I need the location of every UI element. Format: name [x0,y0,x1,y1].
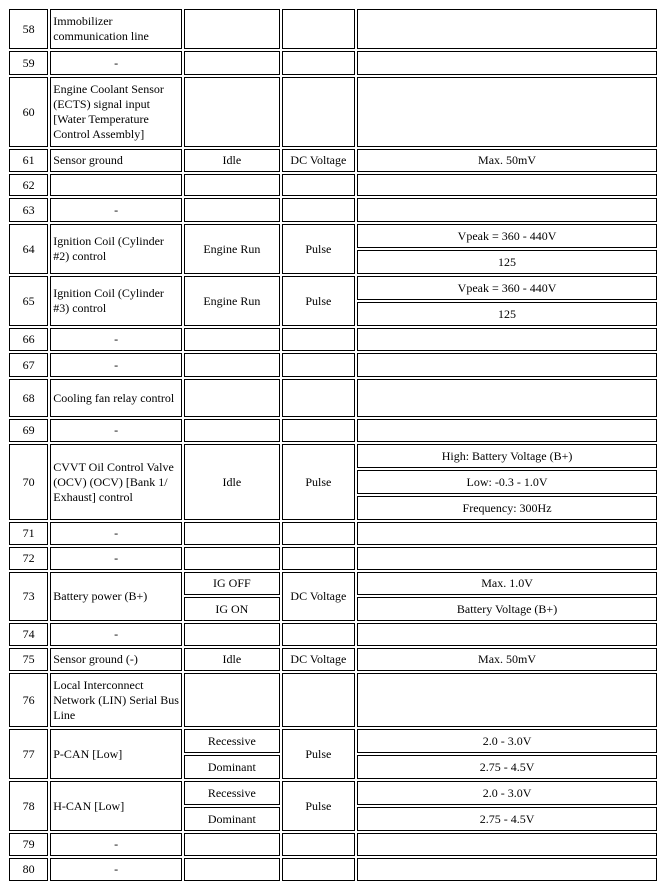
signal-level [357,419,657,442]
signal-level [357,353,657,377]
pin-function: CVVT Oil Control Valve (OCV) (OCV) [Bank 1/ Exhaust] control [50,444,182,520]
table-row [9,729,657,753]
pin-function: Immobilizer communication line [50,9,182,49]
table-row [9,833,657,856]
pin-function [50,174,182,196]
table-row [9,858,657,881]
pin-condition [184,522,280,545]
pin-function: - [50,833,182,856]
signal-level: Max. 50mV [357,149,657,172]
table-row [9,781,657,805]
pin-number: 73 [9,572,48,621]
signal-type [282,77,355,147]
pin-function: - [50,419,182,442]
pin-condition: Recessive [184,729,280,753]
pin-number: 69 [9,419,48,442]
pin-number: 72 [9,547,48,570]
pin-number: 63 [9,198,48,222]
pin-number: 68 [9,379,48,417]
signal-type [282,174,355,196]
signal-level: 2.0 - 3.0V [357,781,657,805]
pin-table [7,7,659,883]
pin-condition [184,547,280,570]
signal-level [357,623,657,646]
pin-number: 77 [9,729,48,779]
signal-type: Pulse [282,781,355,831]
signal-type: DC Voltage [282,648,355,671]
signal-level [357,673,657,727]
signal-type [282,833,355,856]
pin-condition: Engine Run [184,224,280,274]
signal-level [357,858,657,881]
signal-level: Vpeak = 360 - 440V [357,276,657,300]
table-row [9,174,657,196]
signal-type [282,353,355,377]
signal-level [357,547,657,570]
pin-condition [184,9,280,49]
pin-condition [184,328,280,351]
signal-level [357,77,657,147]
pin-number: 64 [9,224,48,274]
signal-level: Low: -0.3 - 1.0V [357,470,657,494]
signal-level: 2.75 - 4.5V [357,755,657,779]
table-row [9,353,657,377]
pin-function: H-CAN [Low] [50,781,182,831]
table-row [9,572,657,595]
signal-type [282,198,355,222]
table-row [9,547,657,570]
pin-number: 76 [9,673,48,727]
pin-condition [184,858,280,881]
signal-type [282,547,355,570]
table-row [9,419,657,442]
pin-number: 74 [9,623,48,646]
table-row [9,276,657,300]
signal-level: Battery Voltage (B+) [357,597,657,621]
table-row [9,648,657,671]
pin-function: Ignition Coil (Cylinder #2) control [50,224,182,274]
pin-condition [184,419,280,442]
signal-level [357,328,657,351]
signal-type [282,419,355,442]
table-row [9,623,657,646]
pin-number: 66 [9,328,48,351]
pin-condition [184,353,280,377]
pin-condition [184,379,280,417]
pin-table-body [9,9,657,881]
pin-condition: Dominant [184,807,280,831]
pin-number: 79 [9,833,48,856]
pin-condition [184,77,280,147]
signal-type [282,522,355,545]
pin-condition [184,174,280,196]
pin-number: 62 [9,174,48,196]
pin-function: Battery power (B+) [50,572,182,621]
signal-level [357,833,657,856]
signal-type: Pulse [282,729,355,779]
pin-function: Sensor ground (-) [50,648,182,671]
pin-condition [184,623,280,646]
table-row [9,328,657,351]
pin-function: Ignition Coil (Cylinder #3) control [50,276,182,326]
pin-function: - [50,328,182,351]
pin-condition: Idle [184,648,280,671]
signal-level: 2.75 - 4.5V [357,807,657,831]
signal-level: Max. 50mV [357,648,657,671]
signal-level [357,198,657,222]
pin-function: - [50,623,182,646]
pin-number: 71 [9,522,48,545]
pin-condition: IG OFF [184,572,280,595]
pin-function: Cooling fan relay control [50,379,182,417]
table-row [9,77,657,147]
pin-function: - [50,858,182,881]
signal-type [282,328,355,351]
signal-level: 125 [357,250,657,274]
signal-level [357,9,657,49]
pin-number: 78 [9,781,48,831]
signal-type [282,9,355,49]
pin-function: - [50,547,182,570]
table-row [9,149,657,172]
signal-level [357,522,657,545]
pin-number: 70 [9,444,48,520]
pin-condition: IG ON [184,597,280,621]
signal-type: Pulse [282,224,355,274]
pin-function: - [50,198,182,222]
table-row [9,522,657,545]
table-row [9,379,657,417]
signal-level [357,174,657,196]
pin-function: - [50,51,182,75]
pin-function: P-CAN [Low] [50,729,182,779]
signal-level [357,379,657,417]
pin-number: 67 [9,353,48,377]
pin-condition: Dominant [184,755,280,779]
pin-condition [184,198,280,222]
pin-table-container [7,7,659,883]
pin-function: - [50,353,182,377]
signal-type [282,858,355,881]
table-row [9,224,657,248]
pin-condition: Idle [184,149,280,172]
pin-number: 61 [9,149,48,172]
table-row [9,673,657,727]
table-row [9,444,657,468]
pin-number: 65 [9,276,48,326]
pin-function: Engine Coolant Sensor (ECTS) signal input [Water Temperature Control Assembly] [50,77,182,147]
signal-type [282,673,355,727]
signal-level: Max. 1.0V [357,572,657,595]
signal-level: High: Battery Voltage (B+) [357,444,657,468]
pin-number: 58 [9,9,48,49]
table-row [9,51,657,75]
signal-type [282,379,355,417]
pin-number: 75 [9,648,48,671]
pin-number: 80 [9,858,48,881]
table-row [9,198,657,222]
signal-type [282,623,355,646]
table-row [9,9,657,49]
signal-type [282,51,355,75]
pin-number: 60 [9,77,48,147]
signal-level: 2.0 - 3.0V [357,729,657,753]
pin-condition: Recessive [184,781,280,805]
pin-condition: Idle [184,444,280,520]
signal-type: DC Voltage [282,149,355,172]
pin-condition: Engine Run [184,276,280,326]
signal-type: Pulse [282,276,355,326]
pin-condition [184,51,280,75]
signal-level: Vpeak = 360 - 440V [357,224,657,248]
signal-level: Frequency: 300Hz [357,496,657,520]
signal-type: DC Voltage [282,572,355,621]
pin-function: - [50,522,182,545]
pin-function: Local Interconnect Network (LIN) Serial Bus Line [50,673,182,727]
signal-level: 125 [357,302,657,326]
signal-type: Pulse [282,444,355,520]
pin-number: 59 [9,51,48,75]
pin-condition [184,673,280,727]
pin-function: Sensor ground [50,149,182,172]
signal-level [357,51,657,75]
pin-condition [184,833,280,856]
